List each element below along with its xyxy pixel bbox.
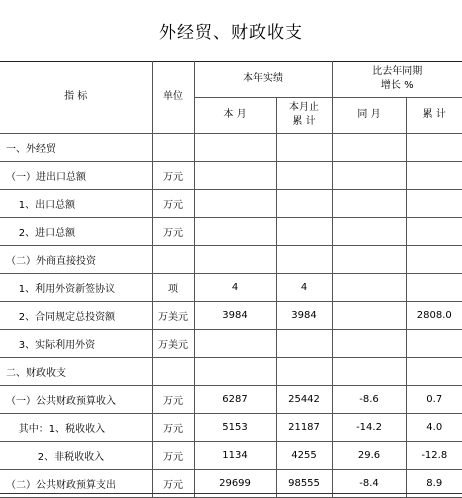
row-unit [152,133,194,161]
bottom-rule [0,493,462,494]
row-label: 1、利用外资新签协议 [0,273,152,301]
row-same-month-growth [332,161,406,189]
row-unit: 万元 [152,385,194,413]
header-cumulative-line2: 累 计 [277,115,332,129]
row-label: （二）外商直接投资 [0,245,152,273]
row-same-month-growth [332,245,406,273]
row-cumulative-growth [406,217,462,245]
row-month-value [194,245,276,273]
table-row [0,385,462,413]
row-cumulative-growth: 2808.0 [406,301,462,329]
row-cumulative-value [276,245,332,273]
header-actual: 本年实绩 [194,61,332,97]
row-unit: 万美元 [152,301,194,329]
row-same-month-growth: -8.4 [332,469,406,497]
row-cumulative-growth: 0.7 [406,385,462,413]
row-same-month-growth: 29.6 [332,441,406,469]
row-unit [152,357,194,385]
row-month-value [194,161,276,189]
row-cumulative-growth [406,329,462,357]
header-growth-line2: 增长 % [333,79,462,93]
row-month-value: 4 [194,273,276,301]
header-unit: 单位 [152,61,194,133]
table-row [0,161,462,189]
row-cumulative-growth [406,189,462,217]
row-cumulative-value: 3984 [276,301,332,329]
row-cumulative-value [276,357,332,385]
row-same-month-growth [332,301,406,329]
table-row [0,329,462,357]
row-cumulative-value: 25442 [276,385,332,413]
row-unit: 万元 [152,469,194,497]
row-cumulative-value: 21187 [276,413,332,441]
row-month-value [194,329,276,357]
row-unit: 万元 [152,217,194,245]
row-cumulative-value [276,161,332,189]
row-month-value: 6287 [194,385,276,413]
row-same-month-growth: -8.6 [332,385,406,413]
table-row [0,217,462,245]
row-cumulative-value: 4255 [276,441,332,469]
row-same-month-growth [332,189,406,217]
header-growth [332,61,462,97]
header-indicator: 指 标 [0,61,152,133]
statistics-table [0,61,462,498]
title-band [0,0,462,62]
row-unit: 项 [152,273,194,301]
row-same-month-growth: -14.2 [332,413,406,441]
row-label: 其中：1、税收收入 [0,413,152,441]
row-label: （二）公共财政预算支出 [0,469,152,497]
row-label: 1、出口总额 [0,189,152,217]
row-cumulative-growth [406,133,462,161]
row-label: 二、财政收支 [0,357,152,385]
row-unit: 万元 [152,441,194,469]
header-cumulative [276,97,332,133]
row-cumulative-growth: 4.0 [406,413,462,441]
row-month-value [194,357,276,385]
header-cumulative-line1: 本月止 [277,101,332,115]
row-cumulative-growth: -12.8 [406,441,462,469]
row-unit: 万元 [152,413,194,441]
header-month: 本 月 [194,97,276,133]
row-same-month-growth [332,133,406,161]
row-label: 一、外经贸 [0,133,152,161]
row-cumulative-growth: 8.9 [406,469,462,497]
row-month-value: 3984 [194,301,276,329]
table-row [0,273,462,301]
row-cumulative-growth [406,357,462,385]
page-title: 外经贸、财政收支 [159,18,303,43]
row-unit: 万美元 [152,329,194,357]
row-cumulative-value [276,133,332,161]
row-month-value: 29699 [194,469,276,497]
row-cumulative-growth [406,245,462,273]
row-label: 2、进口总额 [0,217,152,245]
row-cumulative-value [276,329,332,357]
row-label: （一）公共财政预算收入 [0,385,152,413]
row-label: 3、实际利用外资 [0,329,152,357]
table-row [0,413,462,441]
row-cumulative-value [276,217,332,245]
row-cumulative-value: 98555 [276,469,332,497]
header-growth-cumulative: 累 计 [406,97,462,133]
row-cumulative-value: 4 [276,273,332,301]
row-label: 2、合同规定总投资额 [0,301,152,329]
row-same-month-growth [332,357,406,385]
table-row [0,301,462,329]
row-label: （一）进出口总额 [0,161,152,189]
row-month-value: 5153 [194,413,276,441]
row-same-month-growth [332,329,406,357]
row-month-value [194,217,276,245]
row-label: 2、非税收收入 [0,441,152,469]
table-row [0,189,462,217]
row-cumulative-value [276,189,332,217]
table-row [0,441,462,469]
row-unit: 万元 [152,161,194,189]
table-row [0,357,462,385]
table-row [0,245,462,273]
row-same-month-growth [332,217,406,245]
row-cumulative-growth [406,273,462,301]
row-cumulative-growth [406,161,462,189]
row-unit [152,245,194,273]
row-month-value [194,189,276,217]
row-month-value [194,133,276,161]
table-row [0,133,462,161]
header-same-month: 同 月 [332,97,406,133]
row-unit: 万元 [152,189,194,217]
row-same-month-growth [332,273,406,301]
header-growth-line1: 比去年同期 [333,65,462,79]
row-month-value: 1134 [194,441,276,469]
